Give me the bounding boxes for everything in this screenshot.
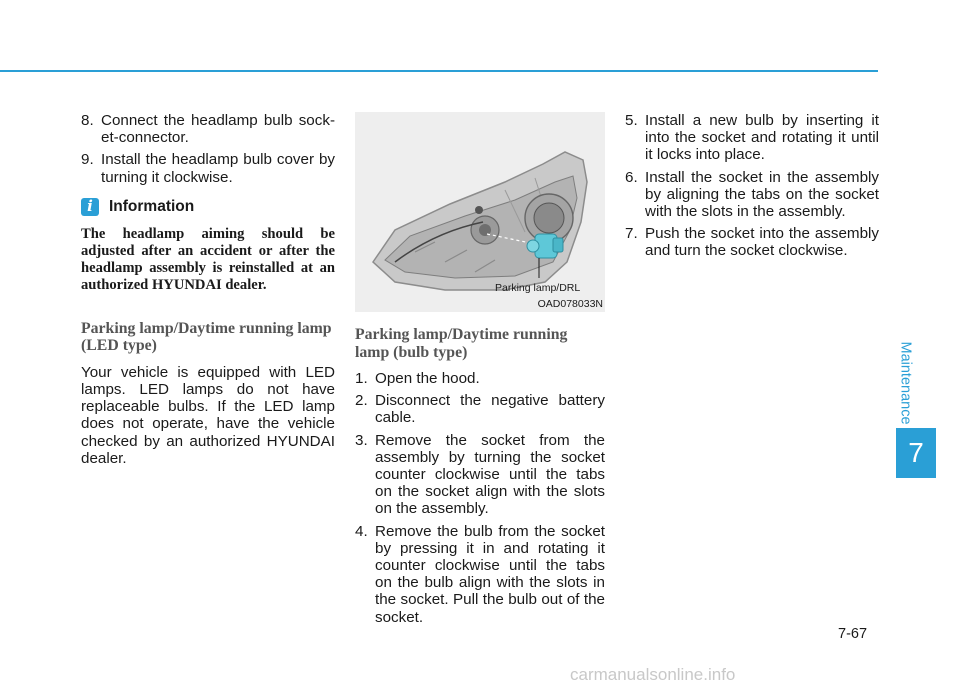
step-number: 6. bbox=[625, 168, 638, 186]
step-number: 7. bbox=[625, 225, 638, 243]
step-number: 2. bbox=[355, 392, 368, 410]
headlamp-figure bbox=[355, 112, 605, 312]
list-item bbox=[625, 112, 879, 164]
watermark: carmanualsonline.info bbox=[570, 665, 736, 684]
step-text: Install a new bulb by inserting it into the socket and rotating it until it locks into place. bbox=[645, 112, 879, 164]
column-right bbox=[625, 112, 879, 265]
figure-code: OAD078033N bbox=[537, 298, 603, 310]
list-item bbox=[355, 432, 605, 518]
step-text: Remove the socket from the assembly by turning the socket counter clockwise until the tabs on the socket align with the slots on the assembly. bbox=[375, 431, 605, 518]
step-number: 1. bbox=[355, 370, 368, 387]
list-item bbox=[81, 151, 335, 185]
steps-list bbox=[625, 112, 879, 260]
list-item bbox=[625, 169, 879, 221]
step-text: Remove the bulb from the socket by pressing it in and rotating it counter clockwise until the tabs on the bulb align with the slots in the socket. Pull the bulb out of the socket. bbox=[375, 522, 605, 626]
page-number: 7-67 bbox=[838, 626, 868, 642]
step-text: Connect the headlamp bulb sock-et-connector. bbox=[101, 112, 335, 147]
list-item bbox=[625, 225, 879, 259]
information-body: The headlamp aiming should be adjusted after an accident or after the headlamp assembly is reinstalled at an authorized HYUNDAI dealer. bbox=[81, 225, 335, 293]
section-heading-bulb: Parking lamp/Daytime running lamp (bulb type) bbox=[355, 326, 568, 361]
list-item bbox=[355, 370, 605, 387]
step-number: 8. bbox=[81, 112, 94, 129]
header-rule bbox=[0, 70, 878, 72]
information-header bbox=[81, 198, 335, 216]
step-text: Disconnect the negative battery cable. bbox=[375, 392, 605, 427]
steps-list bbox=[355, 370, 605, 626]
list-item bbox=[355, 523, 605, 626]
step-text: Install the headlamp bulb cover by turning it clockwise. bbox=[101, 151, 335, 186]
step-number: 3. bbox=[355, 431, 368, 449]
step-text: Push the socket into the assembly and turn the socket clockwise. bbox=[645, 225, 879, 260]
list-item bbox=[81, 112, 335, 146]
step-number: 5. bbox=[625, 112, 638, 129]
step-text: Install the socket in the assembly by aligning the tabs on the socket with the slots in the assembly. bbox=[645, 168, 879, 221]
figure-callout-label: Parking lamp/DRL bbox=[495, 282, 581, 294]
info-icon: i bbox=[81, 198, 99, 216]
chapter-number-tab: 7 bbox=[896, 428, 936, 478]
chapter-side-label bbox=[896, 340, 916, 426]
step-text: Open the hood. bbox=[375, 370, 480, 387]
column-left bbox=[81, 112, 335, 467]
step-number: 9. bbox=[81, 151, 94, 169]
chapter-title: Maintenance bbox=[898, 341, 914, 425]
led-paragraph: Your vehicle is equipped with LED lamps. LED lamps do not have replaceable bulbs. If the LED lamp does not operate, have the vehicle checked by an authorized HYUNDAI dealer. bbox=[81, 363, 335, 467]
list-item bbox=[355, 392, 605, 426]
information-title: Information bbox=[109, 198, 195, 216]
step-number: 4. bbox=[355, 522, 368, 540]
column-middle bbox=[355, 112, 605, 631]
section-heading-led: Parking lamp/Daytime running lamp (LED type) bbox=[81, 319, 332, 355]
steps-list-continued bbox=[81, 112, 335, 186]
